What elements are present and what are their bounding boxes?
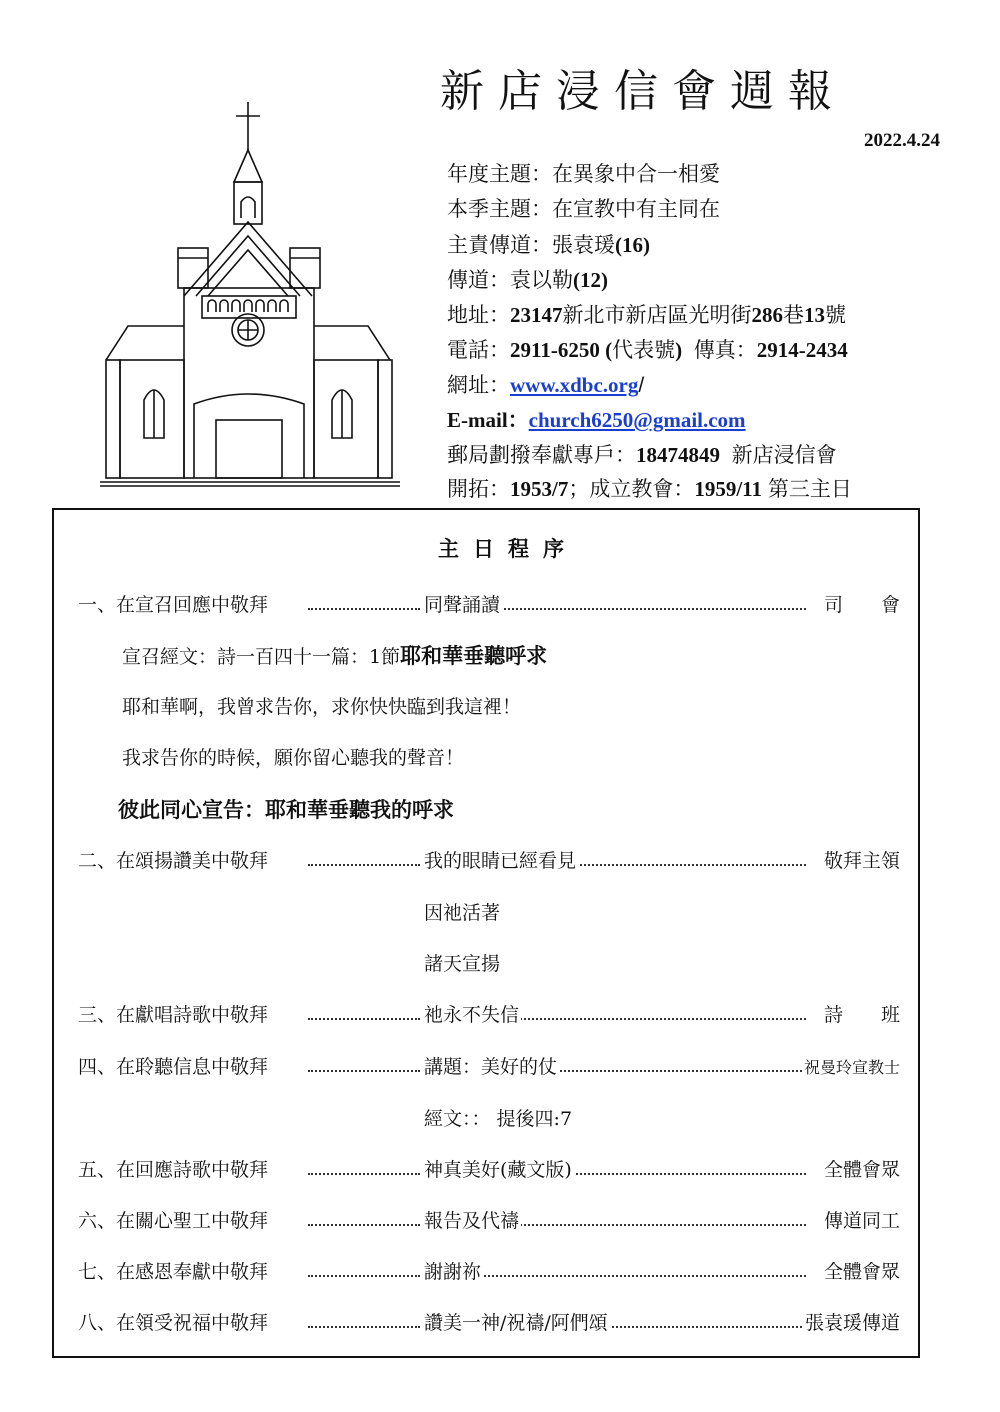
address-num3: 13 xyxy=(804,303,825,327)
program-part: 六、在關心聖工中敬拜 xyxy=(78,1210,269,1232)
church-illustration xyxy=(100,98,400,490)
call-verse xyxy=(122,640,547,670)
year-theme: 年度主題：在異象中合一相愛 xyxy=(447,163,720,186)
season-theme: 本季主題：在宣教中有主同在 xyxy=(447,198,720,221)
established-label: ；成立教會： xyxy=(568,478,695,501)
program-content: 神真美好(藏文版) xyxy=(424,1155,574,1182)
program-part: 五、在回應詩歌中敬拜 xyxy=(78,1159,269,1181)
program-row-3 xyxy=(78,1000,900,1030)
call-verse-label: 宣召經文：詩一百四十一篇：1節 xyxy=(122,646,401,668)
email-label: E-mail： xyxy=(447,408,529,432)
address-num2: 286 xyxy=(751,303,783,327)
bulletin-date: 2022.4.24 xyxy=(864,130,940,151)
program-person: 全體會眾 xyxy=(822,1257,900,1284)
program-person: 祝曼玲宣教士 xyxy=(802,1055,900,1078)
founded-label: 開拓： xyxy=(447,478,510,501)
song-3: 諸天宣揚 xyxy=(424,953,501,975)
program-person: 敬拜主領 xyxy=(822,846,900,873)
pastor-num: (16) xyxy=(615,233,650,257)
program-content: 祂永不失信 xyxy=(424,1000,521,1027)
preacher-label: 傳道：袁以勒 xyxy=(447,269,573,292)
pastor-line xyxy=(447,230,650,261)
web-label: 網址： xyxy=(447,374,510,397)
program-content: 讚美一神/祝禱/阿們頌 xyxy=(424,1308,610,1335)
program-content: 報告及代禱 xyxy=(424,1206,521,1233)
email-line xyxy=(447,405,746,436)
program-part: 七、在感恩奉獻中敬拜 xyxy=(78,1261,269,1283)
program-row-4 xyxy=(78,1052,900,1082)
address-text: 新北市新店區光明街 xyxy=(562,304,752,327)
program-person: 傳道同工 xyxy=(822,1206,900,1233)
program-part: 四、在聆聽信息中敬拜 xyxy=(78,1056,269,1078)
email-link[interactable]: church6250@gmail.com xyxy=(528,408,746,432)
declaration: 彼此同心宣告：耶和華垂聽我的呼求 xyxy=(118,797,454,822)
program-content: 同聲誦讀 xyxy=(424,590,502,617)
program-part: 三、在獻唱詩歌中敬拜 xyxy=(78,1004,269,1026)
address-num: 23147 xyxy=(510,303,563,327)
verse-line-1: 耶和華啊，我曾求告你，求你快快臨到我這裡！ xyxy=(122,696,522,718)
postal-label: 郵局劃撥奉獻專戶： xyxy=(447,444,636,467)
program-person: 司 會 xyxy=(822,590,900,617)
fax-number: 2914-2434 xyxy=(756,338,848,362)
web-link[interactable]: www.xdbc.org xyxy=(510,373,639,397)
founded-date: 1953/7 xyxy=(510,477,569,501)
program-person: 詩 班 xyxy=(822,1000,900,1027)
preacher-line xyxy=(447,265,608,296)
scripture: 經文：： 提後四:7 xyxy=(424,1108,573,1130)
founded-line xyxy=(447,474,852,505)
phone-rep: 代表號 xyxy=(612,339,676,362)
web-line xyxy=(447,370,644,401)
address-line xyxy=(447,300,846,331)
page-title: 新店浸信會週報 xyxy=(440,66,846,117)
program-row-8 xyxy=(78,1308,900,1338)
preacher-num: (12) xyxy=(573,268,608,292)
program-content: 謝謝祢 xyxy=(424,1257,483,1284)
program-row-5 xyxy=(78,1155,900,1185)
verse-line-2: 我求告你的時候，願你留心聽我的聲音！ xyxy=(122,747,465,769)
program-row-7 xyxy=(78,1257,900,1287)
program-person: 全體會眾 xyxy=(822,1155,900,1182)
address-text3: 號 xyxy=(825,304,846,327)
phone-close: ) xyxy=(675,338,683,362)
call-verse-title: 耶和華垂聽呼求 xyxy=(400,643,548,668)
sunday-label: 第三主日 xyxy=(767,478,852,501)
phone-line xyxy=(447,335,848,366)
address-label: 地址： xyxy=(447,304,510,327)
address-text2: 巷 xyxy=(783,304,804,327)
program-part: 二、在頌揚讚美中敬拜 xyxy=(78,850,269,872)
program-content: 講題：美好的仗 xyxy=(424,1052,559,1079)
pastor-label: 主責傳道：張袁瑗 xyxy=(447,234,615,257)
program-title: 主日程序 xyxy=(438,536,578,561)
web-slash: / xyxy=(638,374,645,397)
program-row-2 xyxy=(78,846,900,876)
program-row-1 xyxy=(78,590,900,620)
phone-number: 2911-6250 ( xyxy=(510,338,613,362)
fax-label: 傳真： xyxy=(693,339,757,362)
program-part: 八、在領受祝福中敬拜 xyxy=(78,1312,269,1334)
postal-num: 18474849 xyxy=(636,443,720,467)
program-person: 張袁瑗傳道 xyxy=(803,1308,900,1335)
phone-label: 電話： xyxy=(447,339,510,362)
program-row-6 xyxy=(78,1206,900,1236)
established-date: 1959/11 xyxy=(694,477,763,501)
song-2: 因祂活著 xyxy=(424,902,501,924)
postal-name: 新店浸信會 xyxy=(731,444,837,467)
postal-line xyxy=(447,440,837,471)
program-content: 我的眼睛已經看見 xyxy=(424,846,578,873)
program-part: 一、在宣召回應中敬拜 xyxy=(78,594,269,616)
